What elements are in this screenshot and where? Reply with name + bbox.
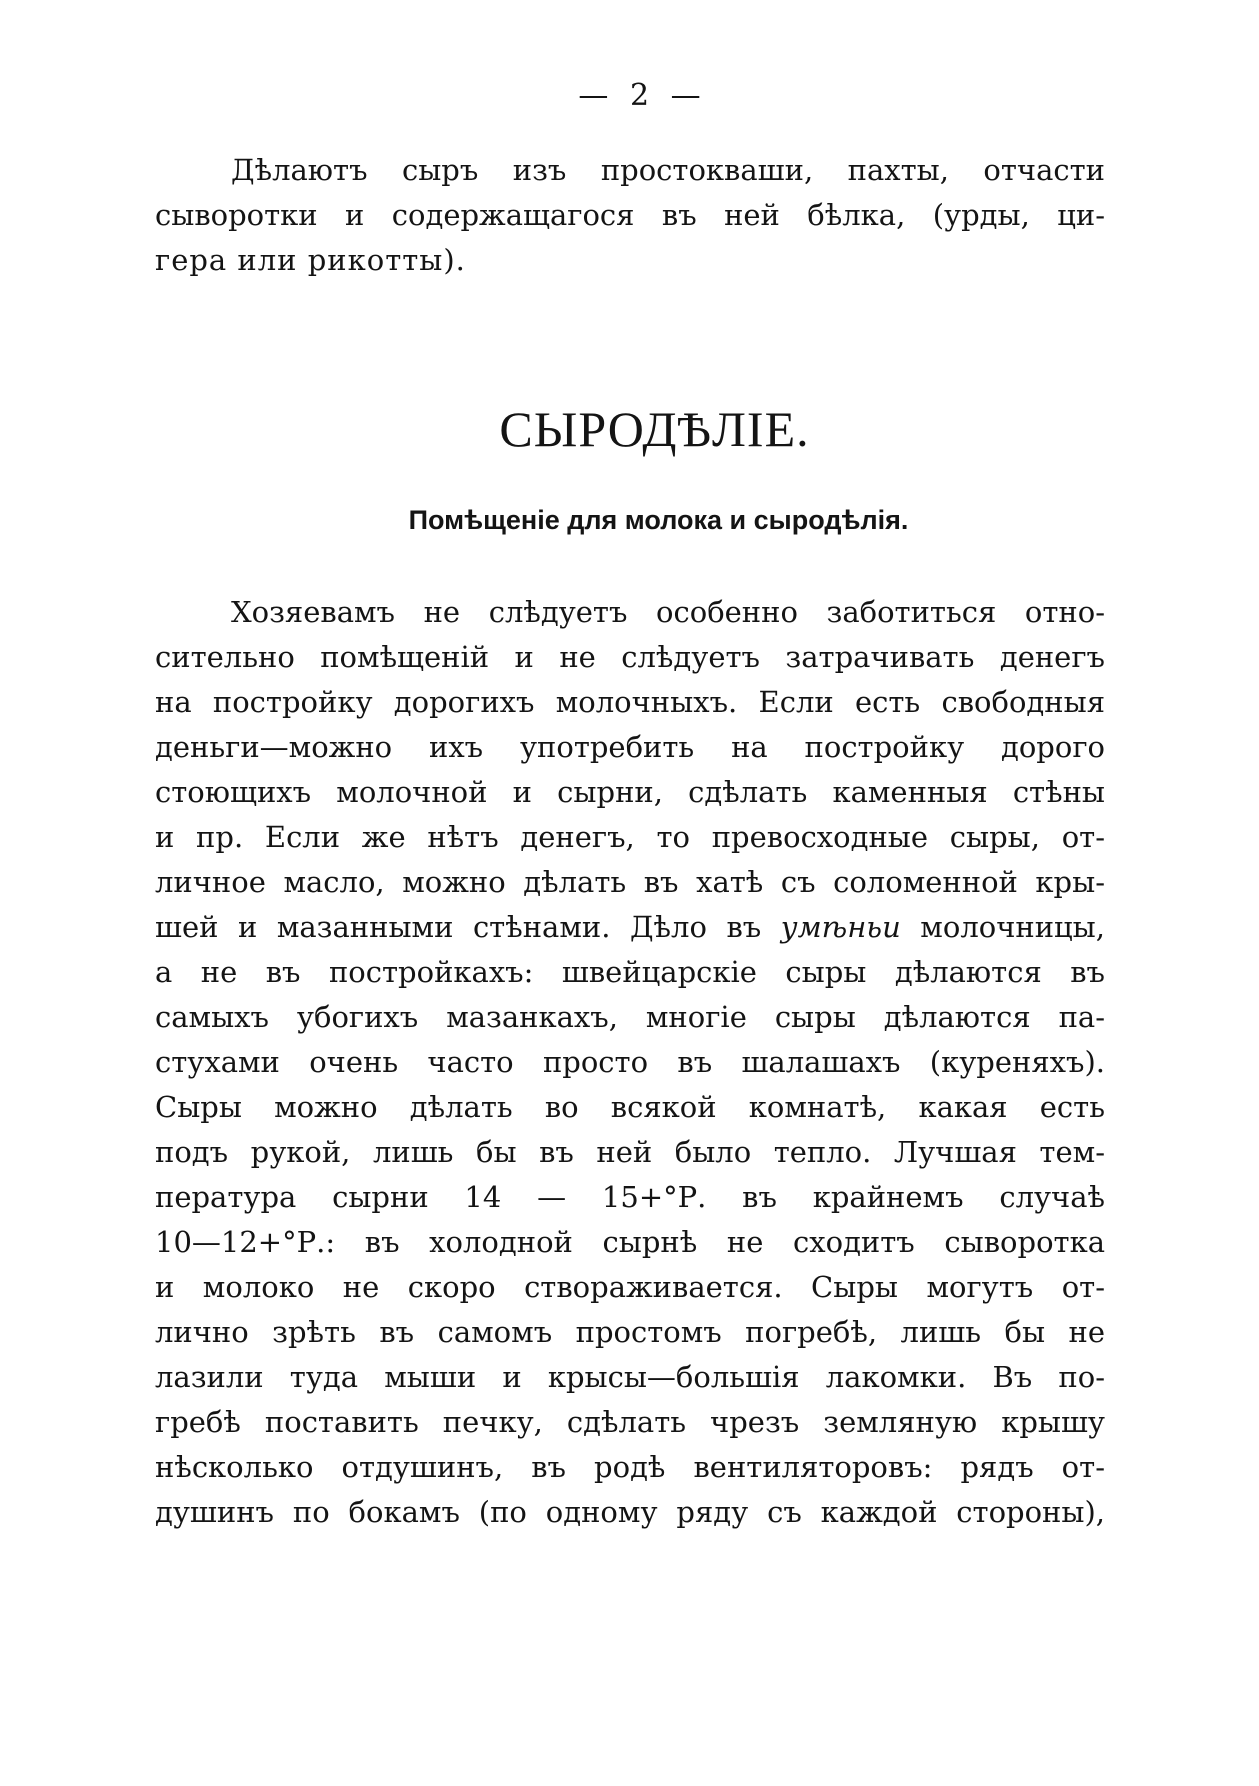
body-line: Хозяевамъ не слѣдуетъ особенно заботиться отно- [231,595,1105,629]
page-number: — 2 — [578,78,707,113]
section-title: СЫРОДѢЛІЕ. [499,401,810,457]
intro-line: Дѣлаютъ сыръ изъ простокваши, пахты, отчасти [231,153,1105,187]
body-line: пература сырни 14 — 15+°Р. въ крайнемъ случаѣ [155,1180,1105,1214]
body-line: деньги—можно ихъ употребить на постройку дорого [155,730,1105,764]
body-line: и молоко не скоро створаживается. Сыры могутъ от- [155,1270,1105,1304]
subsection-title: Помѣщеніе для молока и сыродѣлія. [408,505,909,535]
body-line: нѣсколько отдушинъ, въ родѣ вентиляторовъ: рядъ от- [155,1450,1105,1484]
body-line: на постройку дорогихъ молочныхъ. Если есть свободныя [155,685,1105,719]
intro-line: гера или рикотты). [155,243,466,277]
intro-paragraph [155,148,1105,283]
body-line: душинъ по бокамъ (по одному ряду съ каждой стороны), [155,1495,1105,1529]
body-text: молочницы, [900,910,1105,944]
body-line: личное масло, можно дѣлать въ хатѣ съ соломенной кры- [155,865,1105,899]
body-line: стоющихъ молочной и сырни, сдѣлать каменныя стѣны [155,775,1105,809]
body-line: самыхъ убогихъ мазанкахъ, многіе сыры дѣлаются па- [155,1000,1105,1034]
emphasized-word: умѣньи [780,910,901,944]
body-line [155,905,1105,950]
body-line: лазили туда мыши и крысы—большія лакомки. Въ по- [155,1360,1105,1394]
body-line: и пр. Если же нѣтъ денегъ, то превосходные сыры, от- [155,820,1105,854]
body-text: шей и мазанными стѣнами. Дѣло въ [155,910,781,944]
body-line: стухами очень часто просто въ шалашахъ (куреняхъ). [155,1045,1105,1079]
body-line: Сыры можно дѣлать во всякой комнатѣ, какая есть [155,1090,1105,1124]
body-line: подъ рукой, лишь бы въ ней было тепло. Лучшая тем- [155,1135,1105,1169]
intro-line: сыворотки и содержащагося въ ней бѣлка, (урды, ци- [155,198,1105,232]
body-paragraph [155,590,1105,1535]
body-line: лично зрѣть въ самомъ простомъ погребѣ, лишь бы не [155,1315,1105,1349]
body-line: гребѣ поставить печку, сдѣлать чрезъ земляную крышу [155,1405,1105,1439]
body-line: сительно помѣщеній и не слѣдуетъ затрачивать денегъ [155,640,1105,674]
body-line: 10—12+°Р.: въ холодной сырнѣ не сходитъ сыворотка [155,1225,1105,1259]
body-line: а не въ постройкахъ: швейцарскіе сыры дѣлаются въ [155,955,1105,989]
